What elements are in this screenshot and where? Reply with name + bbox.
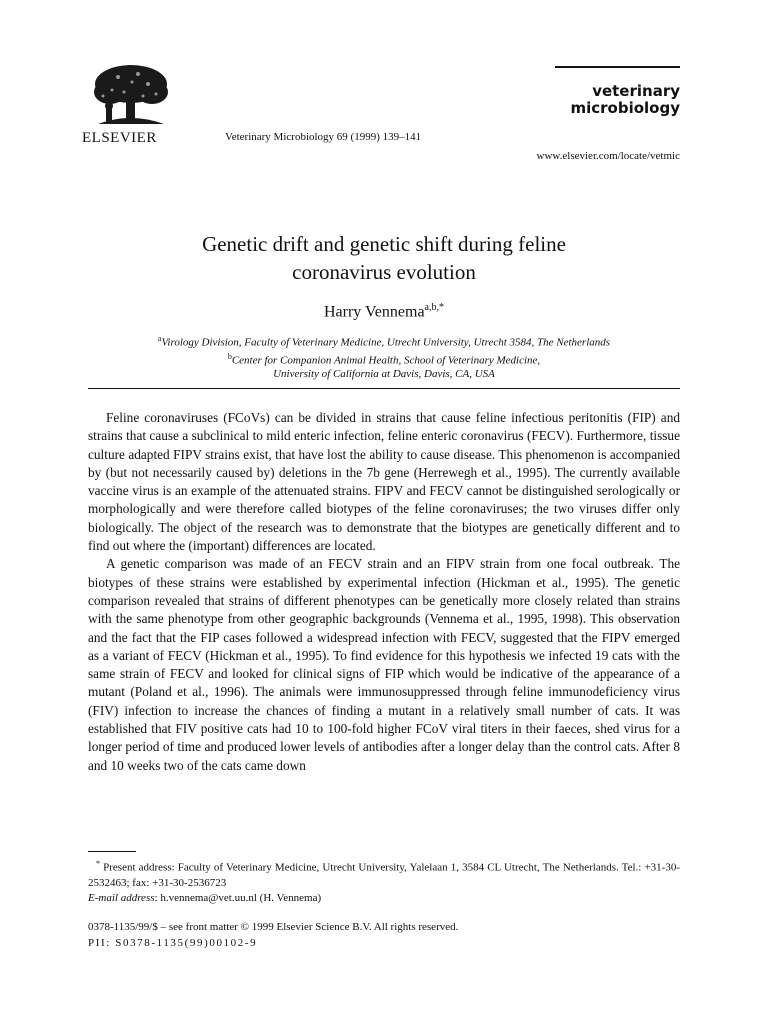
title-line-2: coronavirus evolution (292, 260, 476, 284)
publisher-name: ELSEVIER (82, 130, 157, 146)
footnote (88, 856, 680, 906)
body-paragraph-2: A genetic comparison was made of an FECV strain and an FIPV strain from one focal outbreak. The biotypes of these strains were established by experimental infection (Hickman et al., 1995). The genetic comparison revealed that strains of different phenotypes can be genetically more closely related than strains with the same phenotype from other geographic backgrounds (Vennema et al., 1995, 1998). This observation and the fact that the FIP cases followed a widespread infection with FECV, suggested that the FIPV emerged as a variant of FECV (Hickman et al., 1995). To find evidence for this hypothesis we infected 19 cats with the same strain of FECV and looked for clinical signs of FIP which would be indicative of the appearance of a mutant (Poland et al., 1996). The animals were immunosuppressed through feline immunodeficiency virus (FIV) infection to increase the chances of finding a mutant in a relatively small number of cats. It was established that FIV positive cats had 10 to 100-fold higher FCoV viral titers in their faeces, shed virus for a longer period of time and produced lower levels of antibodies after a longer delay than the control cats. After 8 and 10 weeks two of the cats came down (88, 556, 680, 773)
affiliation-text: Center for Companion Animal Health, School of Veterinary Medicine, (231, 354, 541, 367)
pii-line: PII: S0378-1135(99)00102-9 (88, 937, 258, 949)
footnote-mark: * (96, 859, 100, 868)
footnote-address (88, 856, 680, 891)
copyright-line: 0378-1135/99/$ – see front matter © 1999 Elsevier Science B.V. All rights reserved. (88, 921, 459, 933)
journal-wordmark-rule (555, 66, 680, 68)
tree-logo-icon (88, 62, 174, 128)
footnote-address-text: Present address: Faculty of Veterinary Medicine, Utrecht University, Yalelaan 1, 3584 CL Utrecht, The Netherlands. Tel.: +31-30-2532463; fax: +31-30-2536723 (88, 861, 681, 889)
author-name: Harry Vennema (323, 303, 425, 321)
affiliation-b (88, 350, 680, 368)
title-line-1: Genetic drift and genetic shift during feline (202, 232, 566, 256)
affiliation-mark: b (227, 351, 232, 361)
affiliation-text: University of California at Davis, Davis, CA, USA (273, 368, 495, 381)
body-paragraph-1: Feline coronaviruses (FCoVs) can be divided in strains that cause feline infectious peritonitis (FIP) and strains that cause a subclinical to mild enteric infection, feline enteric coronavirus (FECV). Furthermore, tissue culture adapted FIPV strains exist, that have lost the ability to cause disease. This phenomenon is accompanied by (but not necessarily caused by) deletions in the 7b gene (Herrewegh et al., 1995). The currently available vaccine virus is an example of the attenuated strains. FIPV and FECV cannot be distinguished serologically or morphologically and were therefore called biotypes of the feline coronaviruses; the two viruses differ only biologically. The object of the research was to demonstrate that the biotypes are genetically different and to find out where the (important) differences are located. (88, 410, 680, 554)
affiliation-text: Virology Division, Faculty of Veterinary Medicine, Utrecht University, Utrecht 3584, The Netherlands (161, 336, 611, 349)
affiliation-b-cont (88, 367, 680, 381)
email-label: E-mail address (88, 891, 155, 904)
affiliation-a (88, 332, 680, 350)
elsevier-logo (82, 62, 182, 148)
affiliations (88, 332, 680, 381)
footnote-divider (88, 851, 136, 852)
journal-name-line2: microbiology (570, 99, 680, 117)
footnote-email (88, 891, 680, 906)
journal-reference: Veterinary Microbiology 69 (1999) 139–141 (225, 131, 422, 143)
journal-url: www.elsevier.com/locate/vetmic (536, 150, 680, 162)
copyright-block (88, 919, 680, 951)
article-title (88, 230, 680, 286)
journal-name-line1: veterinary (592, 82, 680, 100)
email-value: : h.vennema@vet.uu.nl (H. Vennema) (154, 891, 322, 904)
header-divider (88, 388, 680, 389)
author-affiliation-marks: a,b,* (424, 302, 444, 313)
author-line (88, 302, 680, 321)
affiliation-mark: a (157, 334, 162, 343)
article-body (88, 409, 680, 775)
